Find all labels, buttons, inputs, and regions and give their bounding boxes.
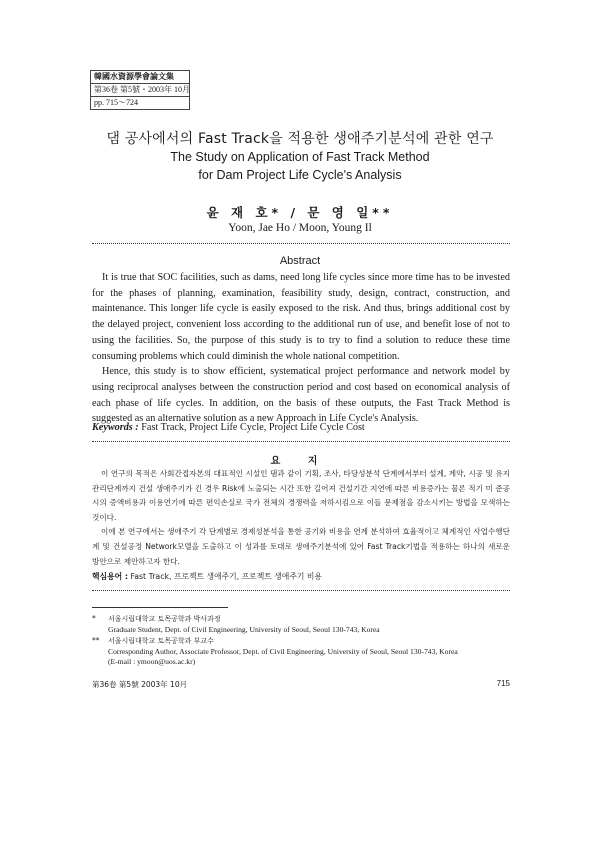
keywords-text: Fast Track, Project Life Cycle, Project Life Cycle Cost bbox=[141, 422, 365, 433]
journal-pages: pp. 715～724 bbox=[94, 98, 138, 107]
footnote-2-mark: ** bbox=[92, 636, 100, 645]
abstract-paragraph-1: It is true that SOC facilities, such as dams, need long life cycles since more time has to be invested for the phases of planning, examination, feasibility study, design, contract, construction, and maintenance. This longer life cycle is easily exposed to the risk. And thus, brings additional cost by the delayed project, convenient loss according to the additional run of use, and benefit lose of not to using the facilities. So, the purpose of this study is to try to find a solution to reduce these time consuming problems which could diminish the whole national competition. bbox=[92, 272, 510, 362]
authors-korean: 윤 재 호* / 문 영 일** bbox=[206, 205, 394, 220]
summary-heading: 요 지 bbox=[270, 456, 330, 467]
title-english-line1: The Study on Application of Fast Track Method bbox=[170, 150, 430, 164]
summary-body bbox=[92, 467, 510, 569]
footnote-2-email: (E-mail : ymoon@uos.ac.kr) bbox=[108, 657, 196, 666]
summary-keywords bbox=[92, 571, 510, 582]
abstract-keywords bbox=[92, 421, 510, 435]
footnote-2-english: Corresponding Author, Associate Professor, Dept. of Civil Engineering, University of Seoul, Seoul 130-743, Korea bbox=[108, 646, 458, 656]
title-english-line2: for Dam Project Life Cycle's Analysis bbox=[198, 168, 402, 182]
abstract-body bbox=[92, 270, 510, 427]
keywords-label: Keywords : bbox=[92, 422, 139, 433]
journal-volume: 第36卷 第5號・2003年 10月 bbox=[91, 84, 189, 97]
summary-keywords-text: Fast Track, 프로젝트 생애주기, 프로젝트 생애주기 비용 bbox=[130, 572, 322, 581]
footer-journal-issue: 第36卷 第5號 2003年 10月 bbox=[92, 680, 188, 689]
footnote-rule bbox=[92, 607, 228, 608]
footnote-1-english: Graduate Student, Dept. of Civil Engineering, University of Seoul, Seoul 130-743, Korea bbox=[108, 624, 380, 634]
journal-name: 韓國水資源學會論文集 bbox=[91, 71, 189, 84]
footnote-2 bbox=[92, 636, 512, 668]
abstract-heading: Abstract bbox=[279, 255, 321, 267]
title-korean: 댐 공사에서의 Fast Track을 적용한 생애주기분석에 관한 연구 bbox=[106, 131, 494, 147]
authors-english: Yoon, Jae Ho / Moon, Young Il bbox=[228, 222, 372, 234]
footnote-1-korean: 서울시립대학교 토목공학과 박사과정 bbox=[108, 615, 221, 623]
footer-page-number: 715 bbox=[496, 679, 510, 688]
journal-info-box bbox=[90, 70, 190, 110]
footnote-2-korean: 서울시립대학교 토목공학과 부교수 bbox=[108, 637, 214, 645]
summary-paragraph-1: 이 연구의 목적은 사회간접자본의 대표적인 시설인 댐과 같이 기획, 조사, 타당성분석 단계에서부터 설계, 계약, 시공 및 유지관리단계까지 건설 생애주기가 긴 경우 Risk에 노출되는 시간 또한 길어져 건설기간 지연에 따른 비용증가는 물론 적기 미 준공시의 증액비용과 이용연기에 따른 편익손실로 국가 전체의 경쟁력을 저하시킴으로 이들 문제점을 감소시키는 방법을 모색하는 것이다. bbox=[92, 469, 510, 522]
divider-middle bbox=[92, 441, 510, 442]
divider-top bbox=[92, 243, 510, 244]
footnote-1 bbox=[92, 614, 512, 635]
divider-bottom bbox=[92, 590, 510, 591]
summary-paragraph-2: 이에 본 연구에서는 생애주기 각 단계별로 경제성분석을 통한 공기와 비용을 연계 분석하여 효율적이고 체계적인 사업수행단계 및 건설공정 Network모델을 도출하고 이 성과를 토대로 생애주기분석에 있어 Fast Track기법을 적용하는 하나의 새로운 방안으로 제안하고자 한다. bbox=[92, 527, 510, 566]
summary-keywords-label: 핵심용어 : bbox=[92, 572, 128, 581]
abstract-paragraph-2: Hence, this study is to show efficient, systematical project performance and network model by using reciprocal analyses between the construction period and cost based on economical analysis of each phase of life cycles. In addition, on the basis of these outputs, the Fast Track Method is suggested as an alternative solution as a new Approach in Life Cycle's Analysis. bbox=[92, 366, 510, 425]
footnote-1-mark: * bbox=[92, 614, 96, 623]
